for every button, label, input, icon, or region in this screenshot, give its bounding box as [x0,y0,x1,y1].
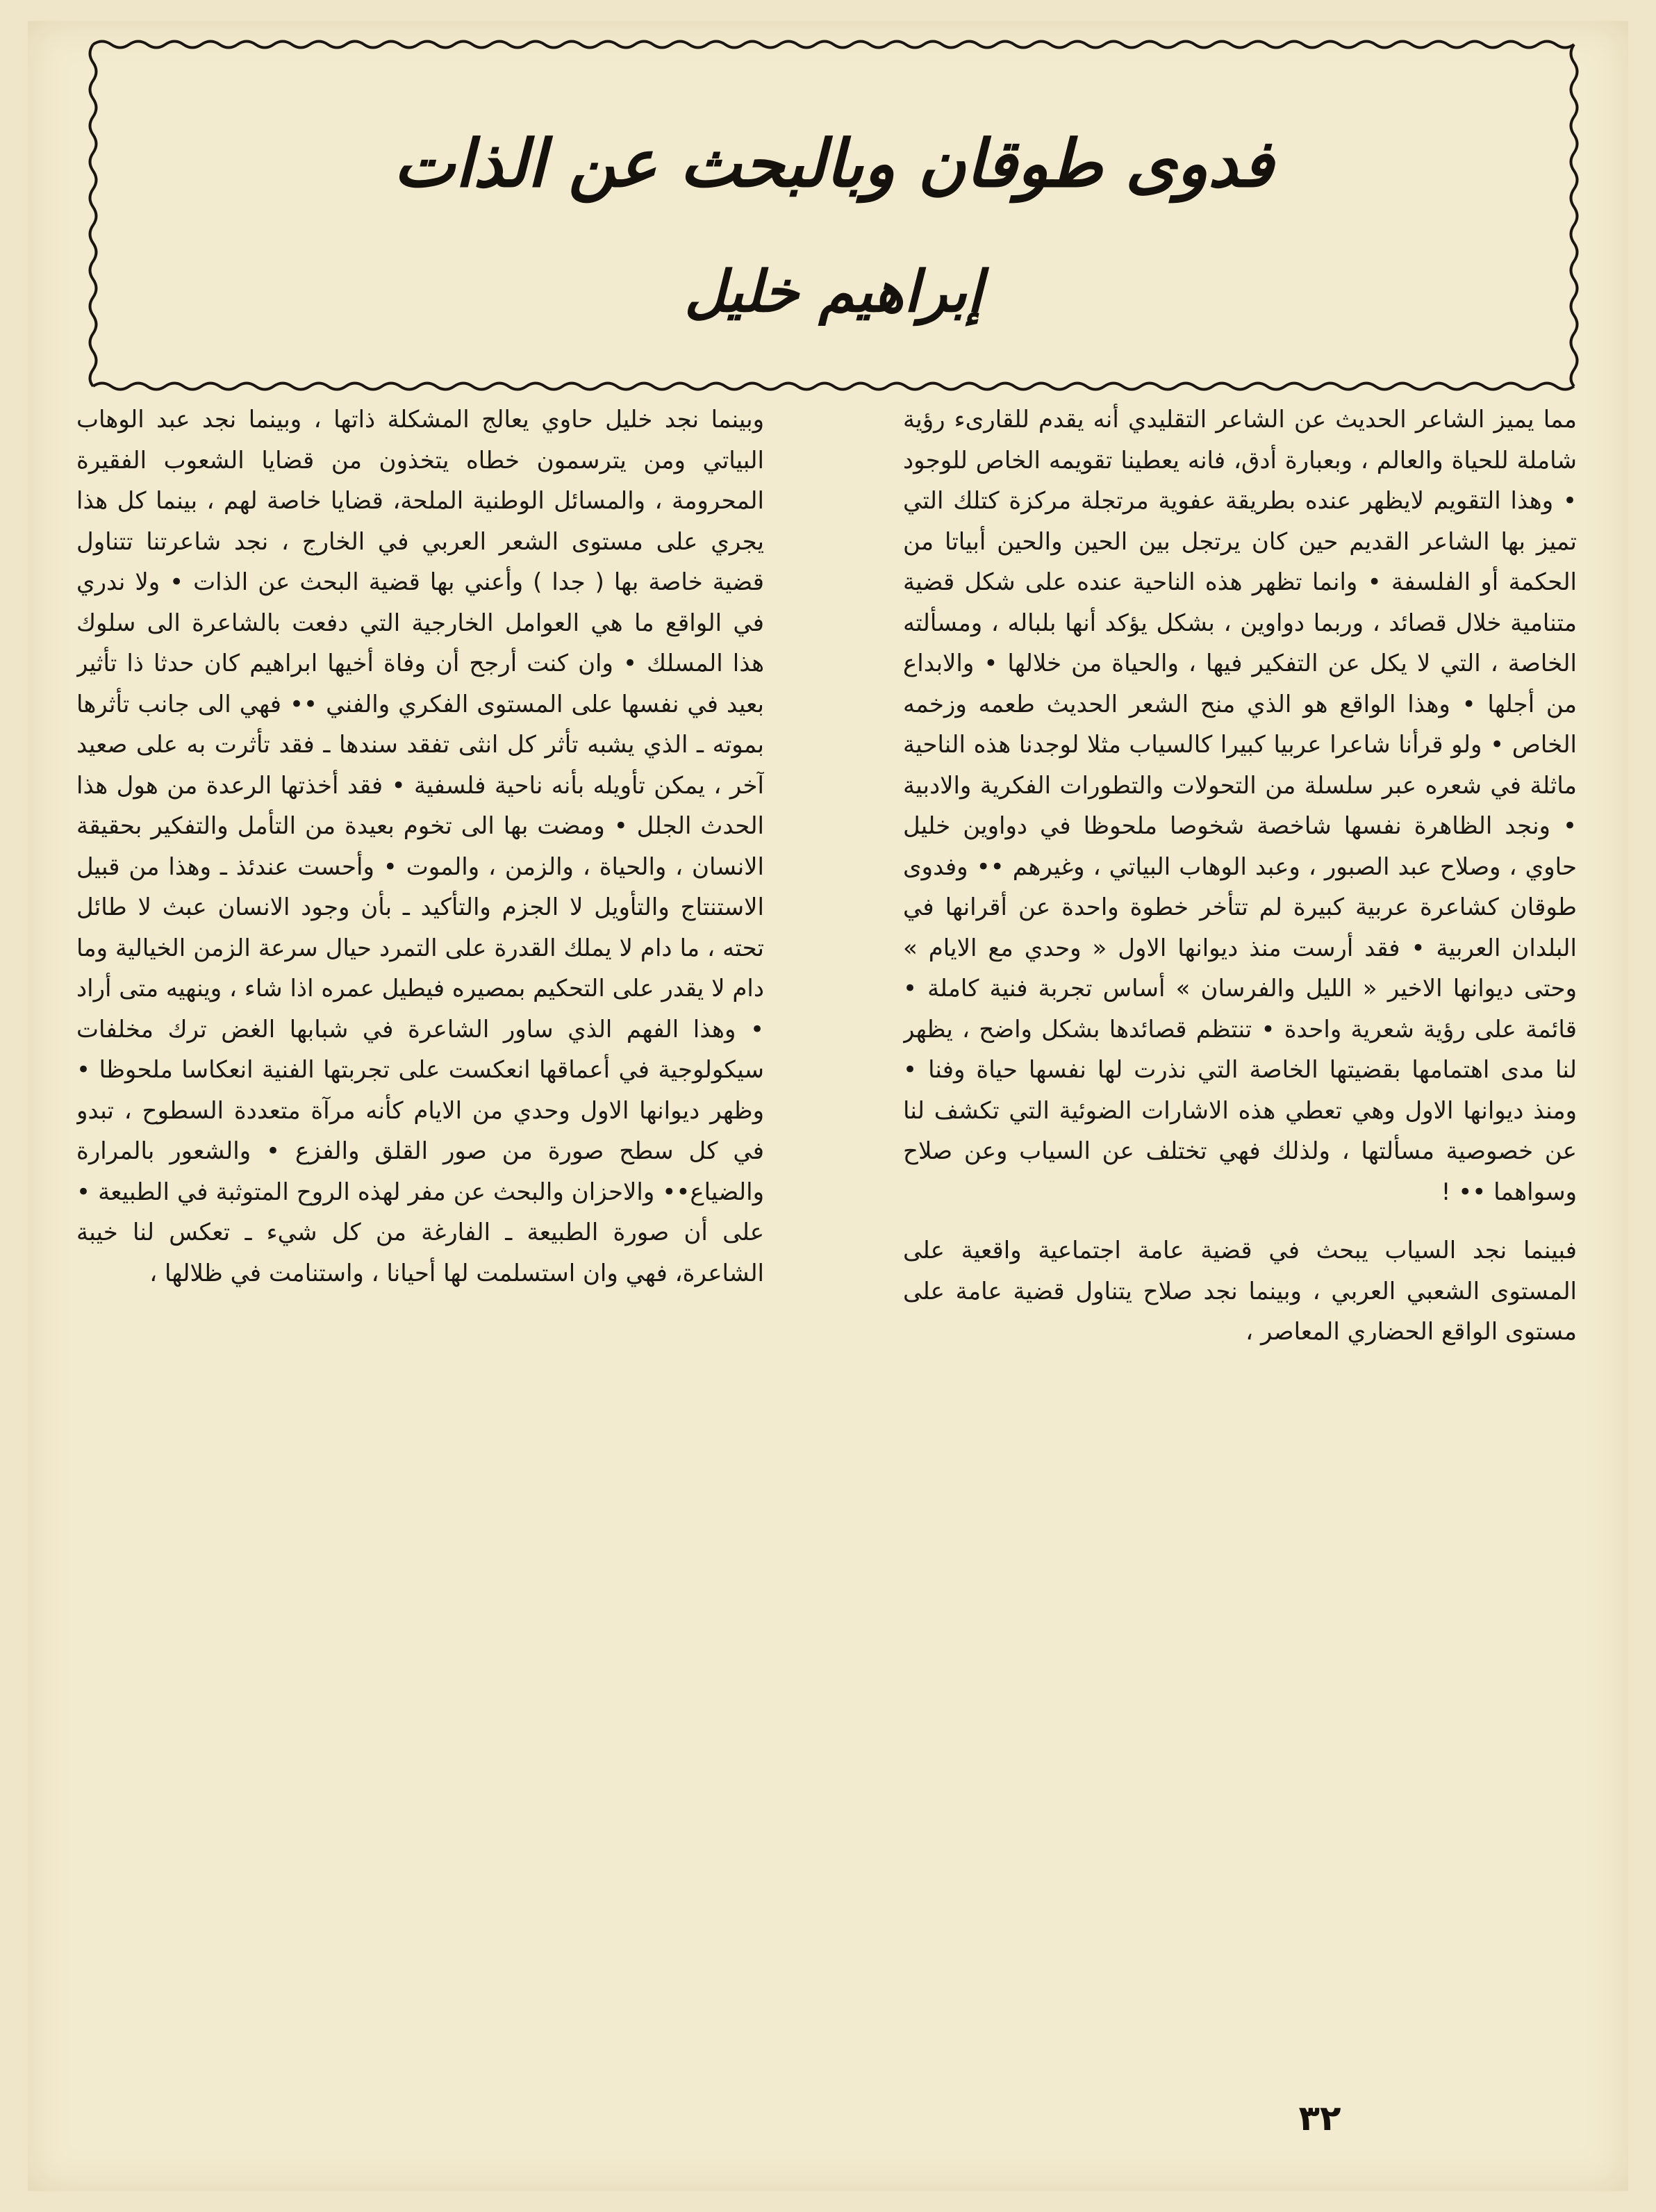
page-number: ٣٢ [1298,2098,1341,2138]
wavy-border-decoration [83,35,1584,396]
text-column-right [903,399,1577,2081]
article-author: إبراهيم خليل [684,258,983,325]
article-title: فدوى طوقان وبالبحث عن الذات [393,126,1274,202]
paragraph: وبينما نجد خليل حاوي يعالج المشكلة ذاتها ، وبينما نجد عبد الوهاب البياتي ومن يترسمون خطاه يتخذون من قضايا الشعوب الفقيرة المحرومة ، والمسائل الوطنية الملحة، قضايا خاصة لهم ، بينما كل هذا يجري على مستوى الشعر العربي في الخارج ، نجد شاعرتنا تتناول قضية خاصة بها ( جدا ) وأعني بها قضية البحث عن الذات • ولا ندري في الواقع ما هي العوامل الخارجية التي دفعت بالشاعرة الى سلوك هذا المسلك • وان كنت أرجح أن وفاة أخيها ابراهيم كان حدثا ذا تأثير بعيد في نفسها على المستوى الفكري والفني •• فهي الى جانب تأثرها بموته ـ الذي يشبه تأثر كل انثى تفقد سندها ـ فقد تأثرت به على صعيد آخر ، يمكن تأويله بأنه ناحية فلسفية • فقد أخذتها الرعدة من هول هذا الحدث الجلل • ومضت بها الى تخوم بعيدة من التأمل والتفكير بحقيقة الانسان ، والحياة ، والزمن ، والموت • وأحست عندئذ ـ وهذا من قبيل الاستنتاج والتأويل لا الجزم والتأكيد ـ بأن وجود الانسان عبث لا طائل تحته ، ما دام لا يملك القدرة على التمرد حيال سرعة الزمن الخيالية وما دام لا يقدر على التحكيم بمصيره فيطيل عمره اذا شاء ، وينهيه متى أراد • وهذا الفهم الذي ساور الشاعرة في شبابها الغض ترك مخلفات سيكولوجية في أعماقها انعكست على تجربتها الفنية انعكاسا ملحوظا • وظهر ديوانها الاول وحدي من الايام كأنه مرآة متعددة السطوح ، تبدو في كل سطح صورة من صور القلق والفزع • والشعور بالمرارة والضياع•• والاحزان والبحث عن مفر لهذه الروح المتوثبة في الطبيعة • على أن صورة الطبيعة ـ الفارغة من كل شيء ـ تعكس لنا خيبة الشاعرة، فهي وان استسلمت لها أحيانا ، واستنامت في ظلالها ، [76,406,764,1287]
paragraph: فبينما نجد السياب يبحث في قضية عامة اجتماعية واقعية على المستوى الشعبي العربي ، وبينما نجد صلاح يتناول قضية عامة على مستوى الواقع الحضاري المعاصر ، [903,1237,1577,1346]
title-frame [83,35,1584,396]
paragraph: مما يميز الشاعر الحديث عن الشاعر التقليدي أنه يقدم للقارىء رؤية شاملة للحياة والعالم ، وبعبارة أدق، فانه يعطينا تقويمه الخاص للوجود • وهذا التقويم لايظهر عنده بطريقة عفوية مرتجلة مركزة كتلك التي تميز بها الشاعر القديم حين كان يرتجل بين الحين والحين أبياتا من الحكمة أو الفلسفة • وانما تظهر هذه الناحية عنده على شكل قضية متنامية خلال قصائد ، وربما دواوين ، بشكل يؤكد أنها بلباله ، ومسألته الخاصة ، التي لا يكل عن التفكير فيها ، والحياة من خلالها • والابداع من أجلها • وهذا الواقع هو الذي منح الشعر الحديث طعمه وزخمه الخاص • ولو قرأنا شاعرا عربيا كبيرا كالسياب مثلا لوجدنا هذه الناحية ماثلة في شعره عبر سلسلة من التحولات والتطورات الفكرية والادبية • ونجد الظاهرة نفسها شاخصة شخوصا ملحوظا في دواوين خليل حاوي ، وصلاح عبد الصبور ، وعبد الوهاب البياتي ، وغيرهم •• وفدوى طوقان كشاعرة عربية كبيرة لم تتأخر خطوة واحدة عن أقرانها في البلدان العربية • فقد أرست منذ ديوانها الاول « وحدي مع الايام » وحتى ديوانها الاخير « الليل والفرسان » أساس تجربة فنية كاملة • قائمة على رؤية شعرية واحدة • تنتظم قصائدها بشكل واضح ، يظهر لنا مدى اهتمامها بقضيتها الخاصة التي نذرت لها نفسها حياة وفنا • ومنذ ديوانها الاول وهي تعطي هذه الاشارات الضوئية التي تكشف لنا عن خصوصية مسألتها ، ولذلك فهي تختلف عن السياب وعن صلاح وسواهما •• ! [903,406,1577,1206]
text-column-left [76,399,764,2081]
